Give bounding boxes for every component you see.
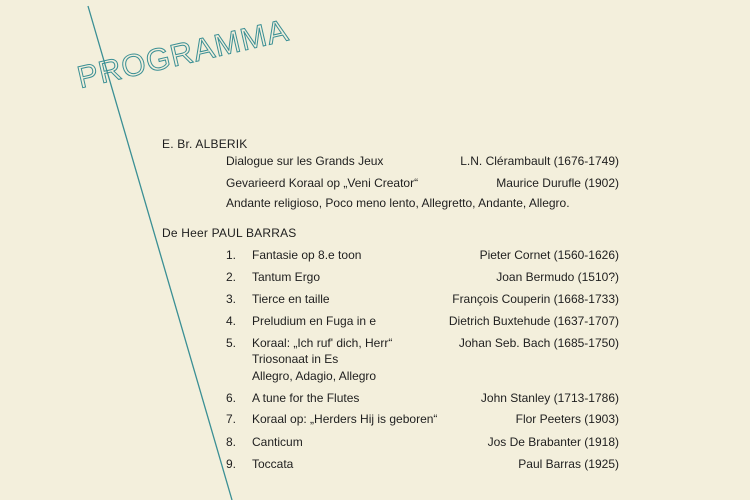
composer-name: Dietrich Buxtehude (1637-1707) bbox=[448, 314, 619, 328]
work-title: Koraal op: „Herders Hij is geboren“ bbox=[252, 412, 438, 426]
work-title: Gevarieerd Koraal op „Veni Creator“ bbox=[226, 176, 419, 190]
composer-name: Johan Seb. Bach (1685-1750) bbox=[458, 336, 619, 350]
item-number: 9. bbox=[226, 457, 237, 471]
item-number: 5. bbox=[226, 336, 237, 350]
item-number: 6. bbox=[226, 391, 237, 405]
item-number: 1. bbox=[226, 248, 237, 262]
composer-name: Paul Barras (1925) bbox=[518, 457, 619, 471]
item-number: 7. bbox=[226, 412, 237, 426]
page-title: PROGRAMMA bbox=[73, 12, 292, 96]
work-title: Preludium en Fuga in e bbox=[252, 314, 377, 328]
item-number: 4. bbox=[226, 314, 237, 328]
performer-heading-barras: De Heer PAUL BARRAS bbox=[162, 226, 297, 240]
work-title: Tantum Ergo bbox=[252, 270, 321, 284]
work-subtitle: Triosonaat in Es bbox=[252, 352, 339, 366]
composer-name: John Stanley (1713-1786) bbox=[480, 391, 619, 405]
work-title: Toccata bbox=[252, 457, 294, 471]
composer-name: Jos De Brabanter (1918) bbox=[487, 435, 619, 449]
composer-name: Maurice Durufle (1902) bbox=[496, 176, 619, 190]
movement-note: Andante religioso, Poco meno lento, Allegretto, Andante, Allegro. bbox=[226, 196, 570, 210]
movement-note: Allegro, Adagio, Allegro bbox=[252, 369, 377, 383]
work-title: Tierce en taille bbox=[252, 292, 330, 306]
item-number: 8. bbox=[226, 435, 237, 449]
work-title: Canticum bbox=[252, 435, 303, 449]
composer-name: Flor Peeters (1903) bbox=[515, 412, 619, 426]
work-title: Fantasie op 8.e toon bbox=[252, 248, 362, 262]
work-title: Dialogue sur les Grands Jeux bbox=[226, 154, 384, 168]
item-number: 2. bbox=[226, 270, 237, 284]
composer-name: Joan Bermudo (1510?) bbox=[496, 270, 619, 284]
composer-name: Pieter Cornet (1560-1626) bbox=[479, 248, 619, 262]
work-title: Koraal: „Ich ruf' dich, Herr“ bbox=[252, 336, 393, 350]
performer-heading-alberik: E. Br. ALBERIK bbox=[162, 137, 248, 151]
composer-name: François Couperin (1668-1733) bbox=[452, 292, 619, 306]
composer-name: L.N. Clérambault (1676-1749) bbox=[460, 154, 619, 168]
work-title: A tune for the Flutes bbox=[252, 391, 360, 405]
item-number: 3. bbox=[226, 292, 237, 306]
